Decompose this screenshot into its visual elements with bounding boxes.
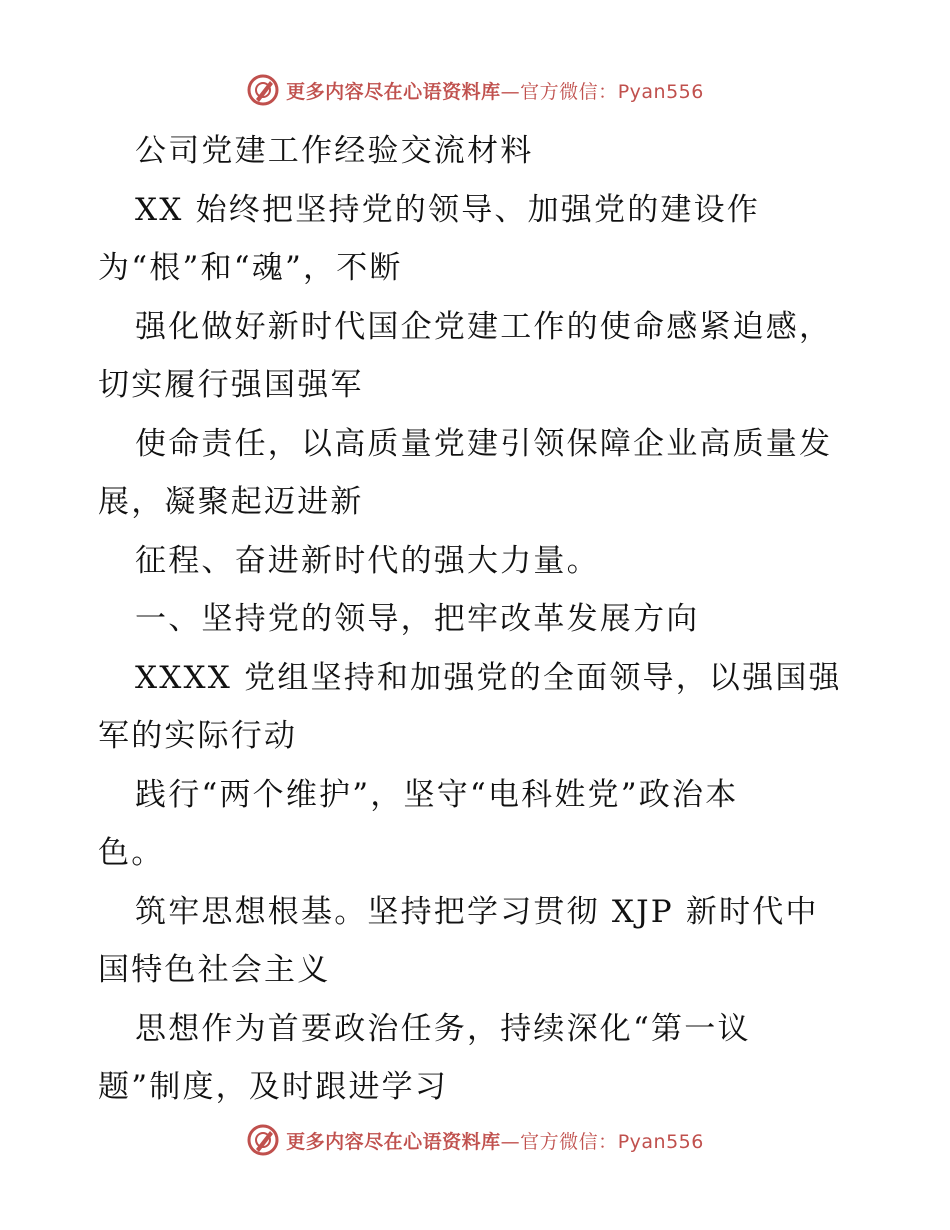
text-line: 使命责任，以高质量党建引领保障企业高质量发 xyxy=(135,425,833,462)
document-body xyxy=(98,122,868,1117)
text-line: 践行“两个维护”，坚守“电科姓党”政治本 xyxy=(135,776,739,813)
text-line: 展，凝聚起迈进新 xyxy=(98,484,364,520)
watermark-text: 更多内容尽在心语资料库—官方微信：Pyan556 xyxy=(286,1130,704,1153)
text-line: 公司党建工作经验交流材料 xyxy=(135,133,534,169)
text-line: 强化做好新时代国企党建工作的使命感紧迫感， xyxy=(135,308,833,345)
text-line: 筑牢思想根基。坚持把学习贯彻 XJP 新时代中 xyxy=(135,893,819,930)
footer-watermark xyxy=(0,1120,950,1160)
text-line: 军的实际行动 xyxy=(98,718,298,754)
watermark-text: 更多内容尽在心语资料库—官方微信：Pyan556 xyxy=(286,80,704,103)
text-line: XX 始终把坚持党的领导、加强党的建设作 xyxy=(135,191,760,228)
pen-circle-logo-icon xyxy=(246,1123,280,1157)
text-line: 为“根”和“魂”，不断 xyxy=(98,250,403,286)
pen-circle-logo-icon xyxy=(246,73,280,107)
text-line: 征程、奋进新时代的强大力量。 xyxy=(135,542,600,579)
text-line: XXXX 党组坚持和加强党的全面领导，以强国强 xyxy=(135,659,842,696)
header-watermark xyxy=(0,70,950,110)
text-line: 思想作为首要政治任务，持续深化“第一议 xyxy=(135,1010,751,1047)
text-line: 国特色社会主义 xyxy=(98,952,331,988)
text-line: 题”制度，及时跟进学习 xyxy=(98,1069,449,1105)
text-line: 切实履行强国强军 xyxy=(98,367,364,403)
text-line: 一、坚持党的领导，把牢改革发展方向 xyxy=(135,601,700,637)
text-line: 色。 xyxy=(98,835,165,871)
